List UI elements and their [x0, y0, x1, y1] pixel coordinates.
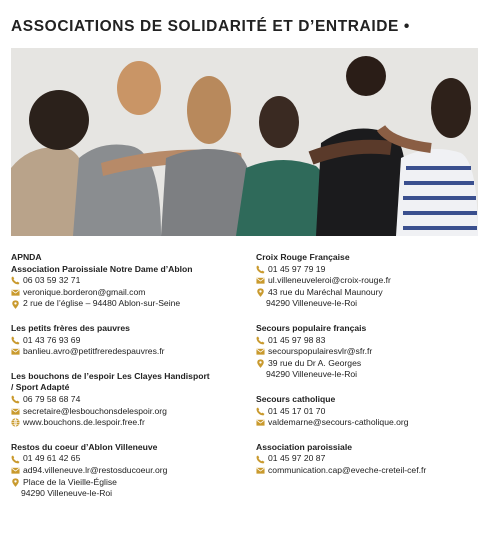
address-line-2 [256, 369, 496, 381]
phone-text[interactable]: 01 49 61 42 65 [23, 453, 81, 464]
address-text: 2 rue de l’église – 94480 Ablon-sur-Seine [23, 298, 181, 309]
location-pin-icon [256, 359, 265, 368]
envelope-icon [11, 288, 20, 297]
org-association-paroissiale [256, 442, 496, 477]
phone-line [11, 335, 251, 347]
phone-line [11, 394, 251, 406]
email-link[interactable]: secretaire@lesbouchonsdelespoir.org [23, 405, 167, 416]
email-link[interactable]: valdemarne@secours-catholique.org [268, 417, 409, 428]
email-line [11, 465, 251, 477]
org-name: Croix Rouge Française [256, 252, 350, 262]
globe-icon [11, 418, 20, 427]
org-secours-populaire [256, 323, 496, 381]
org-apnda [11, 252, 251, 310]
phone-text[interactable]: 01 45 97 20 87 [268, 453, 326, 464]
org-subname: Association Paroissiale Notre Dame d’Ablon [11, 263, 193, 274]
org-name: Les petits frères des pauvres [11, 322, 130, 333]
email-line [11, 287, 251, 299]
phone-line [256, 453, 496, 465]
address-line [256, 358, 496, 370]
email-line [11, 346, 251, 358]
address-line [11, 298, 251, 310]
envelope-icon [256, 466, 265, 475]
phone-text[interactable]: 01 43 76 93 69 [23, 334, 81, 345]
address-line [11, 477, 251, 489]
phone-icon [11, 395, 20, 404]
envelope-icon [11, 347, 20, 356]
org-name: Secours catholique [256, 393, 336, 404]
location-pin-icon [11, 478, 20, 487]
address-text: 39 rue du Dr A. Georges [268, 357, 362, 368]
email-line [256, 346, 496, 358]
email-link[interactable]: ul.villeneuveleroi@croix-rouge.fr [268, 275, 391, 286]
address-text: Place de la Vieille-Église [23, 476, 117, 487]
address-line [256, 287, 496, 299]
phone-line [11, 453, 251, 465]
phone-line [11, 275, 251, 287]
group-hug-photo [11, 48, 478, 236]
phone-icon [11, 336, 20, 345]
phone-icon [11, 276, 20, 285]
phone-text[interactable]: 06 79 58 68 74 [23, 393, 81, 404]
org-subname: / Sport Adapté [11, 382, 70, 393]
org-restos-du-coeur [11, 442, 251, 500]
phone-text[interactable]: 01 45 97 98 83 [268, 334, 326, 345]
address-text: 94290 Villeneuve-le-Roi [266, 298, 358, 309]
email-line [11, 406, 251, 418]
left-column [11, 252, 251, 513]
phone-icon [256, 265, 265, 274]
address-line-2 [11, 488, 251, 500]
address-text: 43 rue du Maréchal Maunoury [268, 286, 383, 297]
email-link[interactable]: communication.cap@eveche-creteil-cef.fr [268, 464, 427, 475]
email-link[interactable]: secourspopulairesvlr@sfr.fr [268, 346, 373, 357]
org-name: APNDA [11, 252, 42, 262]
envelope-icon [256, 347, 265, 356]
org-name: Les bouchons de l’espoir Les Clayes Handisport [11, 370, 210, 381]
location-pin-icon [11, 300, 20, 309]
email-line [256, 465, 496, 477]
email-line [256, 417, 496, 429]
phone-icon [256, 407, 265, 416]
right-column [256, 252, 496, 490]
phone-icon [256, 455, 265, 464]
web-line [11, 417, 251, 429]
phone-text[interactable]: 01 45 97 79 19 [268, 263, 326, 274]
org-name: Secours populaire français [256, 322, 367, 333]
email-link[interactable]: banlieu.avro@petitfreredespauvres.fr [23, 346, 165, 357]
envelope-icon [11, 407, 20, 416]
address-line-2 [256, 298, 496, 310]
envelope-icon [11, 466, 20, 475]
phone-line [256, 335, 496, 347]
org-croix-rouge [256, 252, 496, 310]
website-link[interactable]: www.bouchons.de.lespoir.free.fr [23, 417, 145, 428]
org-secours-catholique [256, 394, 496, 429]
phone-icon [11, 455, 20, 464]
email-line [256, 275, 496, 287]
email-link[interactable]: veronique.borderon@gmail.com [23, 286, 146, 297]
org-bouchons-espoir [11, 371, 251, 429]
envelope-icon [256, 276, 265, 285]
phone-text[interactable]: 01 45 17 01 70 [268, 405, 326, 416]
email-link[interactable]: ad94.villeneuve.lr@restosducoeur.org [23, 464, 168, 475]
location-pin-icon [256, 288, 265, 297]
phone-line [256, 406, 496, 418]
org-name: Association paroissiale [256, 441, 352, 452]
org-name: Restos du coeur d’Ablon Villeneuve [11, 441, 158, 452]
address-text: 94290 Villeneuve-le-Roi [21, 488, 113, 499]
org-petits-freres [11, 323, 251, 358]
envelope-icon [256, 418, 265, 427]
phone-line [256, 264, 496, 276]
address-text: 94290 Villeneuve-le-Roi [266, 369, 358, 380]
phone-text[interactable]: 06 03 59 32 71 [23, 275, 81, 286]
phone-icon [256, 336, 265, 345]
page-title: ASSOCIATIONS DE SOLIDARITÉ ET D’ENTRAIDE • [11, 18, 410, 35]
